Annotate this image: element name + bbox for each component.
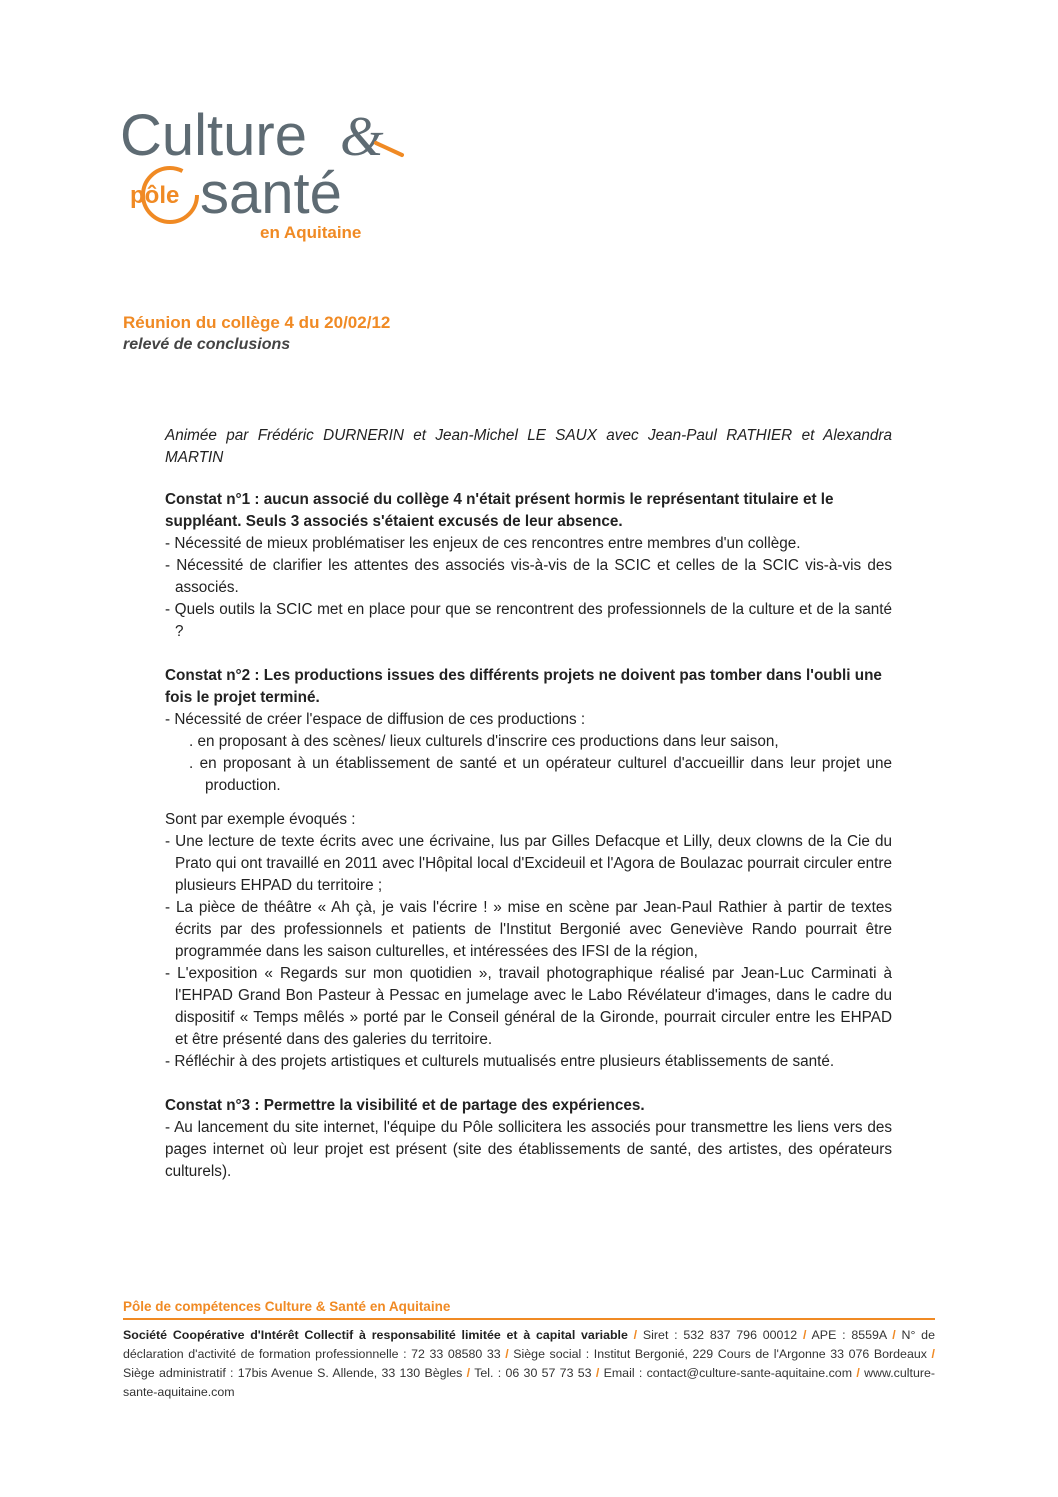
document-body	[165, 425, 892, 1205]
sub-list-item: . en proposant à un établissement de santé et un opérateur culturel d'accueillir dans leur projet une production.	[189, 755, 892, 794]
logo-word-sante: santé	[200, 161, 342, 226]
example-item: - L'exposition « Regards sur mon quotidien », travail photographique réalisé par Jean-Luc Carminati à l'EHPAD Grand Bon Pasteur à Pessac en jumelage avec le Labo Révélateur d'images, dans le cadre du dispositif « Temps mêlés » porté par le Conseil général de la Gironde, pourrait circuler entre les EHPAD et être présenté dans des galeries du territoire.	[165, 965, 892, 1048]
section-constat-2	[165, 665, 892, 1073]
footer-declaration: N° de déclaration d'activité de formation professionnelle : 72 33 08580 33	[123, 1328, 935, 1361]
logo-ampersand: &	[340, 106, 384, 168]
list-item: - Nécessité de créer l'espace de diffusion de ces productions :	[165, 711, 586, 728]
example-item: - La pièce de théâtre « Ah çà, je vais l'écrire ! » mise en scène par Jean-Paul Rathier à partir de textes écrits par des professionnels et patients de l'Institut Bergonié avec Geneviève Rando pourrait être programmée dans les saison culturelles, et intéressées des IFSI de la région,	[165, 899, 892, 960]
page-footer	[123, 1298, 935, 1402]
footer-ape: APE : 8559A	[811, 1328, 887, 1342]
section-constat-1	[165, 489, 892, 643]
footer-title: Pôle de compétences Culture & Santé en Aquitaine	[123, 1299, 451, 1314]
examples-label: Sont par exemple évoqués :	[165, 811, 356, 828]
logo	[120, 95, 420, 245]
section-title: Constat n°3 : Permettre la visibilité et de partage des expériences.	[165, 1097, 645, 1114]
footer-website-link[interactable]: www.culture-sante-aquitaine.com	[123, 1366, 935, 1399]
footer-siege-social: Siège social : Institut Bergonié, 229 Cours de l'Argonne 33 076 Bordeaux	[513, 1347, 927, 1361]
logo-word-culture: Culture	[120, 103, 307, 168]
document-title: Réunion du collège 4 du 20/02/12	[123, 313, 391, 332]
section-constat-3	[165, 1095, 892, 1183]
document-subtitle: relevé de conclusions	[123, 336, 291, 353]
document-header	[123, 312, 390, 356]
intro-paragraph: Animée par Frédéric DURNERIN et Jean-Michel LE SAUX avec Jean-Paul RATHIER et Alexandra MARTIN	[165, 427, 892, 466]
logo-word-region: en Aquitaine	[260, 223, 362, 242]
section-title: Constat n°2 : Les productions issues des différents projets ne doivent pas tomber dans l'oubli une fois le projet terminé.	[165, 667, 882, 706]
footer-legal-text: Société Coopérative d'Intérêt Collectif à responsabilité limitée et à capital variable / Siret : 532 837 796 00012 / APE : 8559A / N° de déclaration d'activité de formation professionnelle : 72 33 08580 33 / Siège social : Institut Bergonié, 229 Cours de l'Argonne 33 076 Bordeaux / Siège administratif : 17bis Avenue S. Allende, 33 130 Bègles / Tel. : 06 30 57 73 53 / Email : contact@culture-sante-aquitaine.com / www.culture-sante-aquitaine.com	[123, 1328, 935, 1399]
footer-legal: Société Coopérative d'Intérêt Collectif à responsabilité limitée et à capital variable	[123, 1328, 628, 1342]
logo-graphic	[120, 95, 420, 245]
example-item: - Réfléchir à des projets artistiques et culturels mutualisés entre plusieurs établissements de santé.	[165, 1053, 835, 1070]
logo-word-pole: pôle	[130, 182, 180, 209]
section-title: Constat n°1 : aucun associé du collège 4 n'était présent hormis le représentant titulaire et le suppléant. Seuls 3 associés s'étaient excusés de leur absence.	[165, 491, 834, 530]
example-item: - Une lecture de texte écrits avec une écrivaine, lus par Gilles Defacque et Lilly, deux clowns de la Cie du Prato qui ont travaillé en 2011 avec l'Hôpital local d'Excideuil et l'Agora de Boulazac pourrait circuler entre plusieurs EHPAD du territoire ;	[165, 833, 892, 894]
footer-siret: Siret : 532 837 796 00012	[642, 1328, 798, 1342]
footer-divider	[123, 1318, 935, 1320]
footer-email[interactable]: Email : contact@culture-sante-aquitaine.com	[603, 1366, 853, 1380]
list-item: - Nécessité de mieux problématiser les enjeux de ces rencontres entre membres d'un collège.	[165, 535, 801, 552]
list-item: - Au lancement du site internet, l'équipe du Pôle sollicitera les associés pour transmettre les liens vers des pages internet où leur projet est présent (site des établissements de santé, des artistes, des opérateurs culturels).	[165, 1119, 892, 1180]
list-item: - Quels outils la SCIC met en place pour que se rencontrent des professionnels de la culture et de la santé ?	[165, 601, 892, 640]
footer-siege-admin: Siège administratif : 17bis Avenue S. Allende, 33 130 Bègles	[123, 1366, 463, 1380]
list-item: - Nécessité de clarifier les attentes des associés vis-à-vis de la SCIC et celles de la SCIC vis-à-vis des associés.	[165, 557, 892, 596]
sub-list-item: . en proposant à des scènes/ lieux culturels d'inscrire ces productions dans leur saison,	[189, 733, 779, 750]
footer-tel: Tel. : 06 30 57 73 53	[474, 1366, 592, 1380]
